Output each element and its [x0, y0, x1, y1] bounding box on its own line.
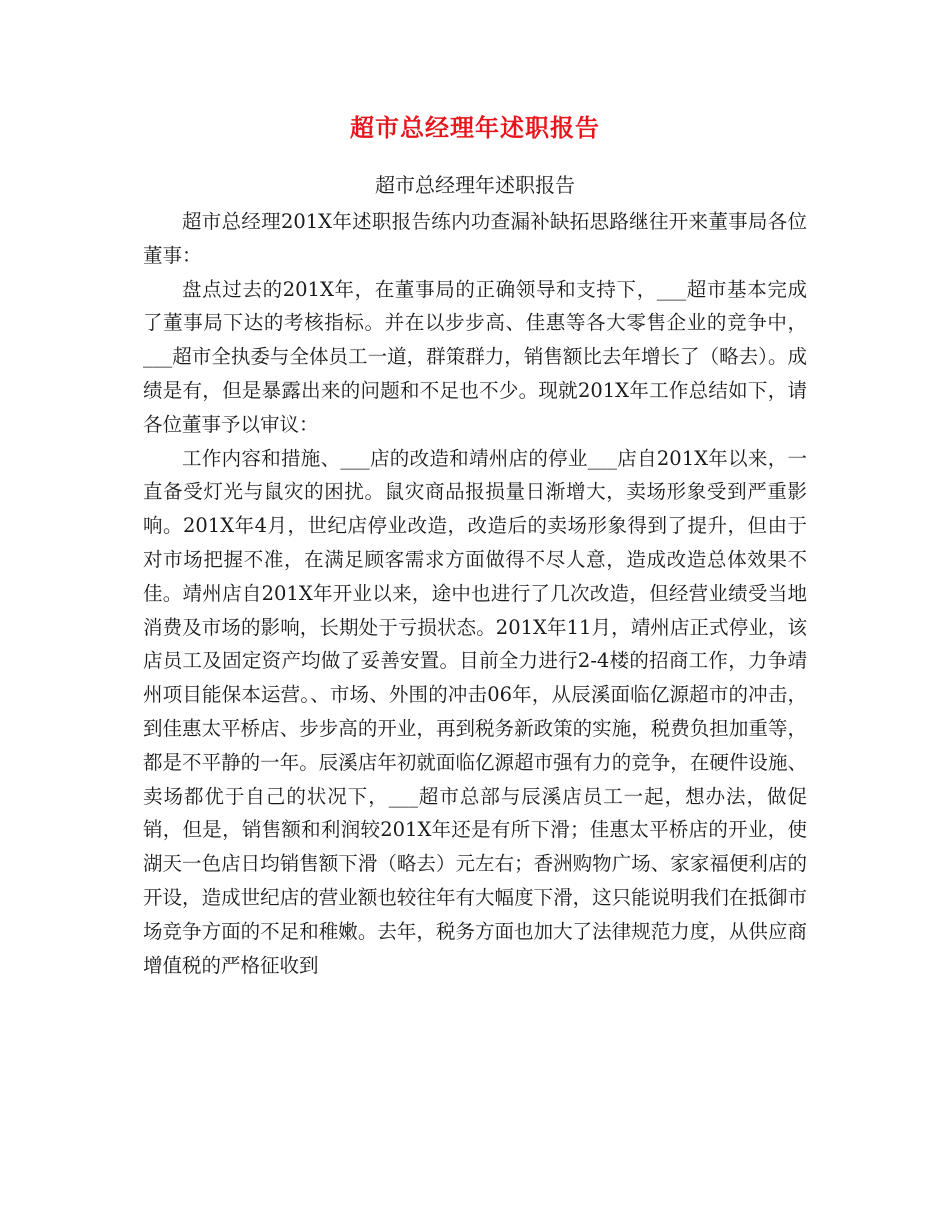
paragraph-salutation: 超市总经理201X年述职报告练内功查漏补缺拓思路继往开来董事局各位董事：: [143, 210, 807, 267]
document-subtitle: 超市总经理年述职报告: [375, 173, 575, 197]
document-title: 超市总经理年述职报告: [350, 114, 600, 142]
paragraph-work-content: 工作内容和措施、___店的改造和靖州店的停业___店自201X年以来，一直备受灯光与鼠灾的困扰。鼠灾商品报损量日渐增大，卖场形象受到严重影响。201X年4月，世纪店停业改造，改造后的卖场形象得到了提升，但由于对市场把握不准，在满足顾客需求方面做得不尽人意，造成改造总体效果不佳。靖州店自201X年开业以来，途中也进行了几次改造，但经营业绩受当地消费及市场的影响，长期处于亏损状态。201X年11月，靖州店正式停业，该店员工及固定资产均做了妥善安置。目前全力进行2-4楼的招商工作，力争靖州项目能保本运营。、市场、外围的冲击06年，从辰溪面临亿源超市的冲击，到佳惠太平桥店、步步高的开业，再到税务新政策的实施，税费负担加重等，都是不平静的一年。辰溪店年初就面临亿源超市强有力的竞争，在硬件设施、卖场都优于自己的状况下，___超市总部与辰溪店员工一起，想办法，做促销，但是，销售额和利润较201X年还是有所下滑；佳惠太平桥店的开业，使湖天一色店日均销售额下滑（略去）元左右；香洲购物广场、家家福便利店的开设，造成世纪店的营业额也较往年有大幅度下滑，这只能说明我们在抵御市场竞争方面的不足和稚嫩。去年，税务方面也加大了法律规范力度，从供应商增值税的严格征收到: [143, 446, 807, 977]
paragraph-review: 盘点过去的201X年，在董事局的正确领导和支持下，___超市基本完成了董事局下达的考核指标。并在以步步高、佳惠等各大零售企业的竞争中，___超市全执委与全体员工一道，群策群力，销售额比去年增长了（略去）。成绩是有，但是暴露出来的问题和不足也不少。现就201X年工作总结如下，请各位董事予以审议：: [143, 277, 807, 436]
document-body: [143, 205, 807, 982]
